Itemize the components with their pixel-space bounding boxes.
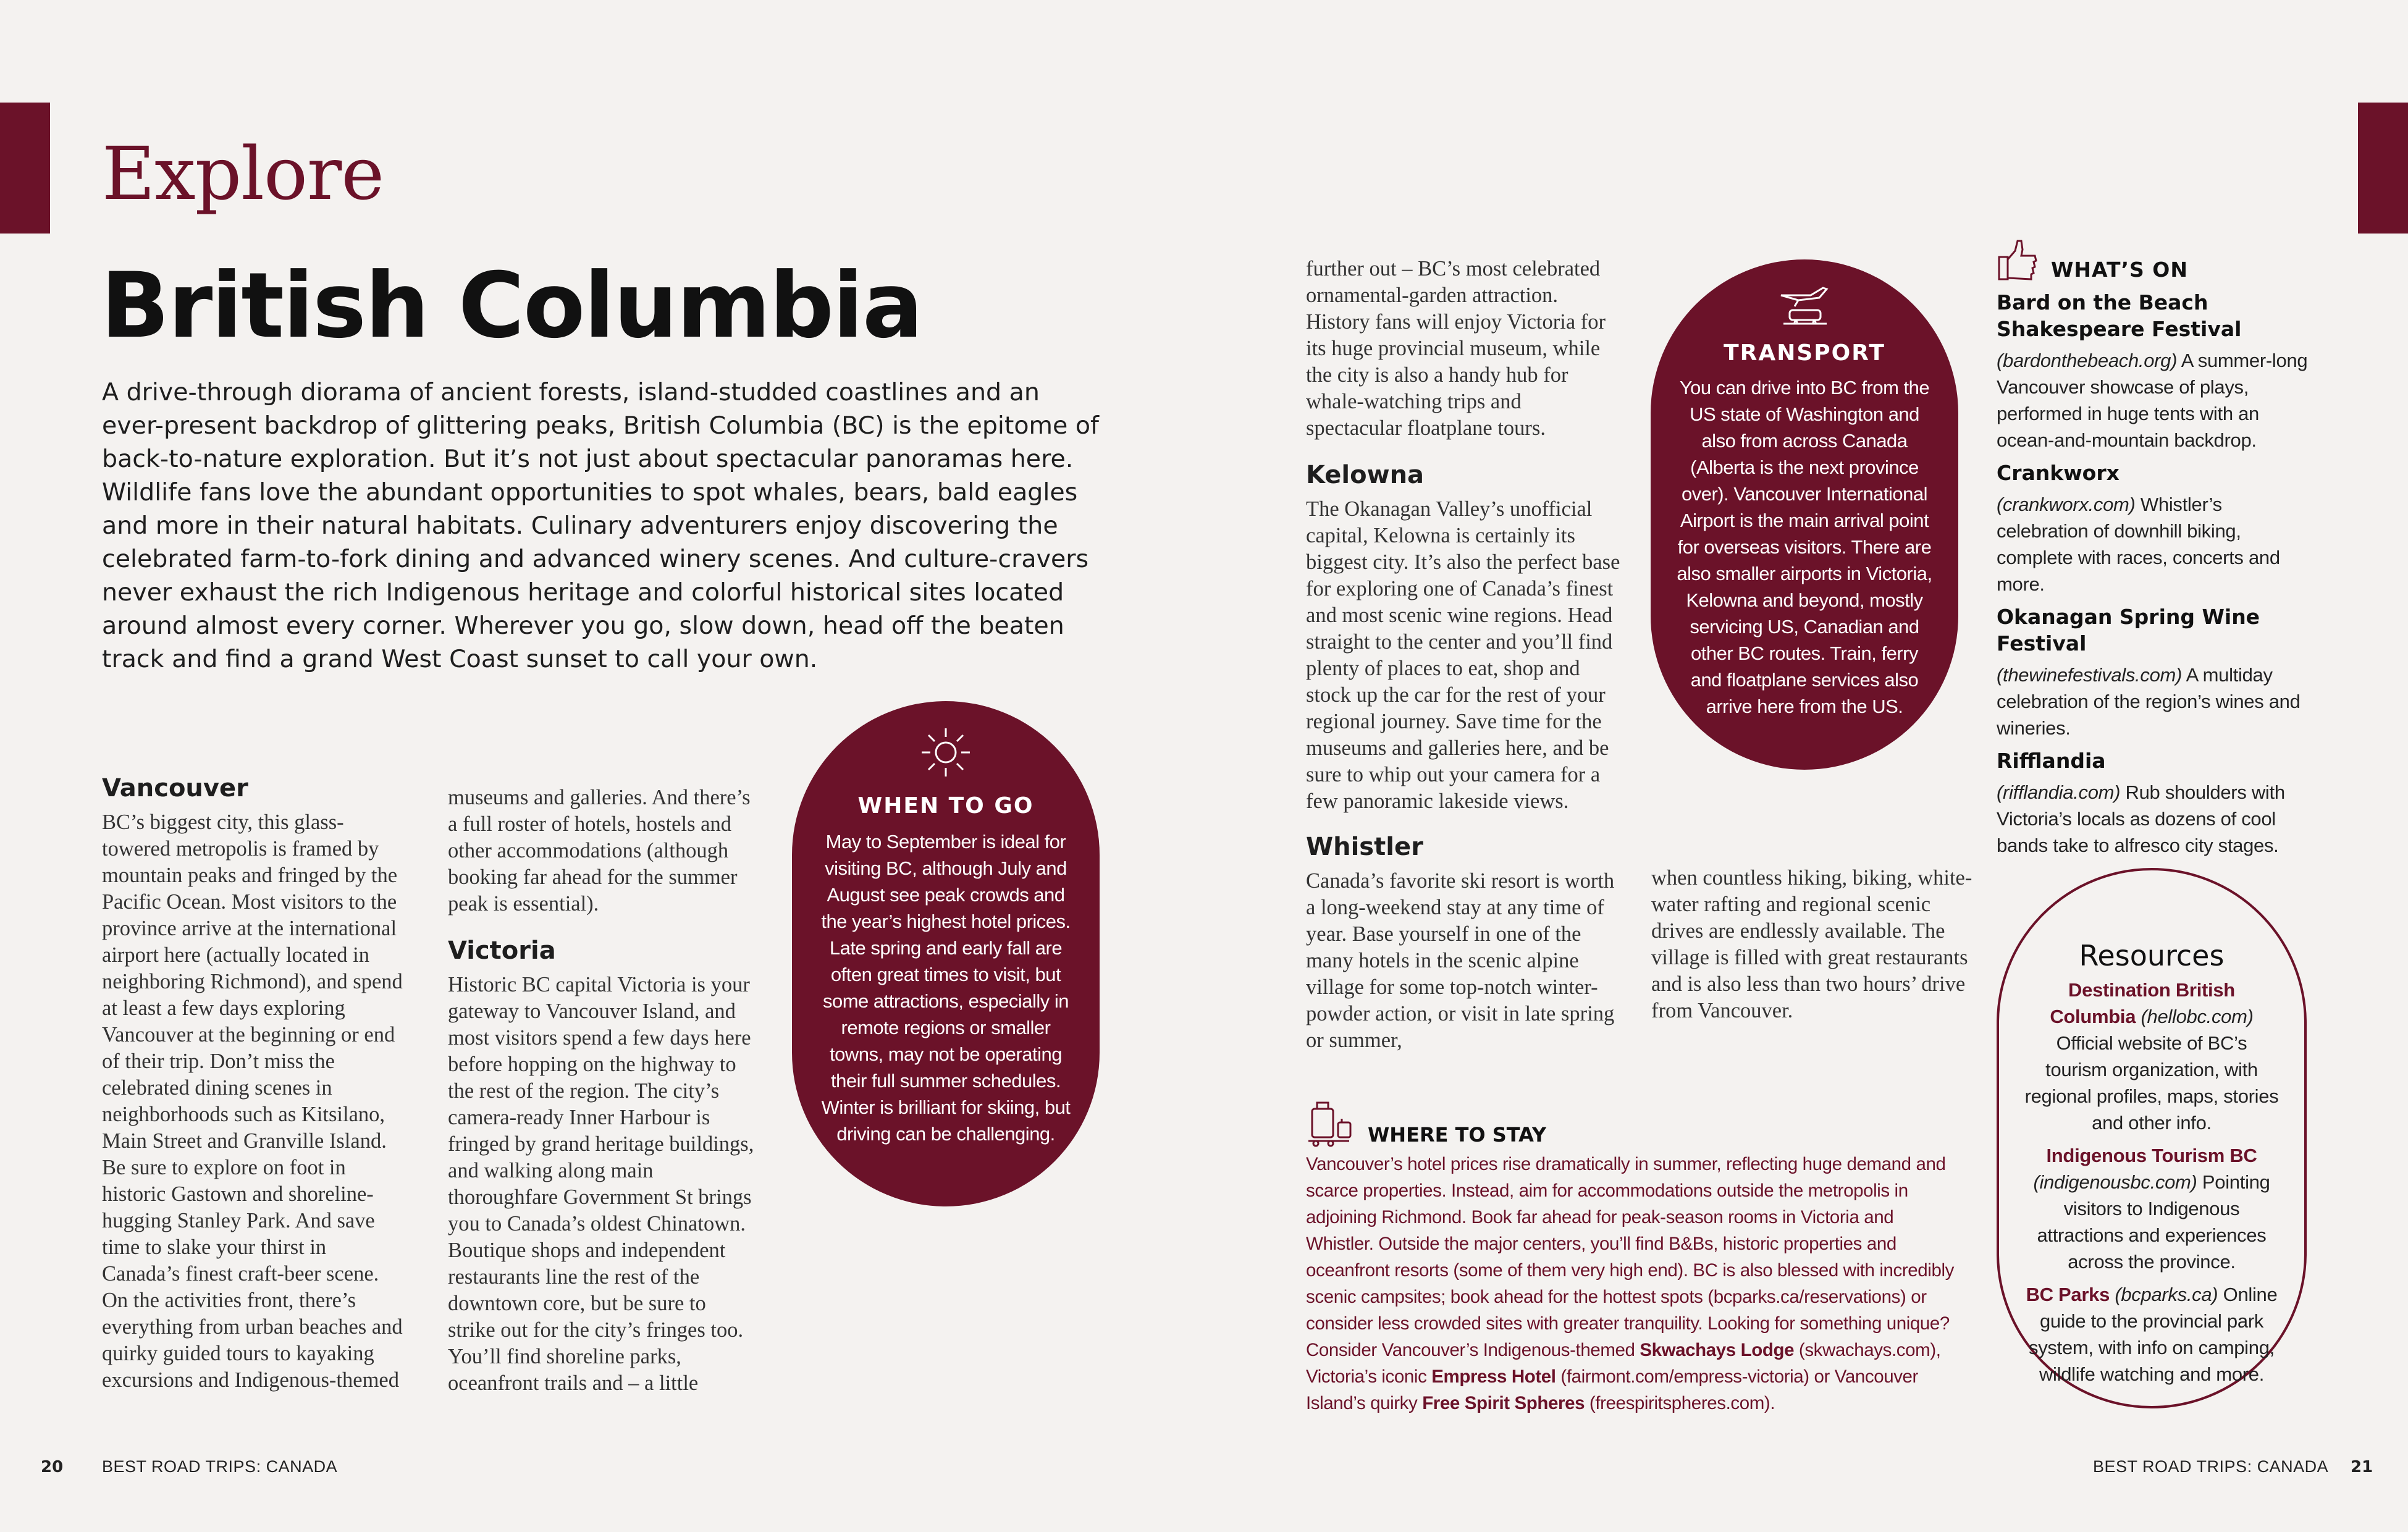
- whats-on-event-desc: Whistler’s celebration of downhill biking, complete with races, concerts and more.: [1997, 494, 2280, 595]
- where-to-stay-text: [1306, 1151, 1964, 1416]
- resource-item: [2024, 1142, 2280, 1275]
- transport-panel: [1651, 259, 1958, 770]
- whats-on-event-name: Rifflandia: [1997, 749, 2106, 773]
- skwachays-site: (skwachays.com),: [1798, 1340, 1941, 1360]
- vancouver-section: [102, 771, 405, 1394]
- victoria-text: Historic BC capital Victoria is your gateway to Vancouver Island, and most visitors spend a few days here before hopping on the highway to the rest of the region. The city’s camera-ready Inner Harbour is fringed by grand heritage buildings, and walking along main thoroughfare Government St brings you to Canada’s oldest Chinatown. Boutique shops and independent restaurants line the rest of the downtown core, but be sure to strike out for the city’s fringes too. You’ll find shoreline parks, oceanfront trails and – a little: [448, 973, 754, 1395]
- sun-icon: [918, 725, 974, 780]
- where-to-stay-mid: Victoria’s iconic: [1306, 1366, 1427, 1387]
- resource-item: [2024, 1281, 2280, 1387]
- resource-desc: Official website of BC’s tourism organization, with regional profiles, maps, stories and other info.: [2024, 1032, 2279, 1134]
- whats-on-event-desc: A summer-long Vancouver showcase of plays, performed in huge tents with an ocean-and-mountain backdrop.: [1997, 350, 2308, 451]
- transport-text: You can drive into BC from the US state of Washington and also from across Canada (Alberta is the next province over). Vancouver International Airport is the main arrival point for overseas visitors. There are also smaller airports in Victoria, Kelowna and beyond, mostly servicing US, Canadian and other BC routes. Train, ferry and floatplane services also arrive here from the US.: [1677, 377, 1932, 717]
- right-page-number: 21: [2351, 1458, 2373, 1476]
- vancouver-heading: Vancouver: [102, 774, 248, 802]
- vancouver-text: BC’s biggest city, this glass-towered metropolis is framed by mountain peaks and fringed by the Pacific Ocean. Most visitors to the province arrive at the international airport here (actually located in neighboring Richmond), and spend at least a few days exploring Vancouver at the beginning or end of their trip. Don’t miss the celebrated dining scenes in neighborhoods such as Kitsilano, Main Street and Granville Island. Be sure to explore on foot in historic Gastown and shoreline-hugging Stanley Park. And save time to slake your thirst in Canada’s finest craft-beer scene. On the activities front, there’s everything from urban beaches and quirky guided tours to kayaking excursions and Indigenous-themed: [102, 810, 403, 1392]
- whats-on-event-site: (crankworx.com): [1997, 494, 2136, 515]
- when-to-go-title: WHEN TO GO: [857, 793, 1034, 819]
- resource-desc: Online guide to the provincial park system, with info on camping, wildlife watching and more.: [2029, 1284, 2278, 1385]
- whats-on-section: [1997, 234, 2312, 859]
- column-two: [448, 785, 757, 1397]
- whats-on-event-site: (rifflandia.com): [1997, 781, 2121, 803]
- whats-on-event-desc: A multiday celebration of the region’s wines and wineries.: [1997, 664, 2301, 739]
- resource-name: Indigenous Tourism BC: [2046, 1145, 2257, 1166]
- whats-on-event-site: (bardonthebeach.org): [1997, 350, 2178, 371]
- kelowna-heading: Kelowna: [1306, 461, 1425, 489]
- page-title: British Columbia: [101, 253, 922, 358]
- vancouver-text-continued: museums and galleries. And there’s a full roster of hotels, hostels and other accommodations (although booking far ahead for the summer peak is essential).: [448, 786, 751, 915]
- where-to-stay-section: [1306, 1096, 1964, 1416]
- whats-on-event-site: (thewinefestivals.com): [1997, 664, 2183, 686]
- free-spirit-site: (freespiritspheres.com).: [1589, 1393, 1775, 1413]
- resources-title: Resources: [2079, 939, 2225, 972]
- resources-panel: [1997, 868, 2307, 1408]
- left-edge-tab: [0, 103, 50, 234]
- left-running-title: BEST ROAD TRIPS: CANADA: [102, 1457, 338, 1476]
- whistler-heading: Whistler: [1306, 833, 1423, 861]
- where-to-stay-header: [1306, 1096, 1964, 1147]
- when-to-go-text: May to September is ideal for visiting BC, although July and August see peak crowds and the year’s highest hotel prices. Late spring and early fall are often great times to visit, but some attractions, especially in remote regions or smaller towns, may not be operating their full summer schedules. Winter is brilliant for skiing, but driving can be challenging.: [821, 831, 1071, 1145]
- whats-on-event-name: Bard on the Beach Shakespeare Festival: [1997, 290, 2242, 341]
- transport-title: TRANSPORT: [1724, 340, 1885, 366]
- empress-site: (fairmont.com/empress-victoria) or Vancouver Island’s quirky: [1306, 1366, 1918, 1413]
- resources-list: [2024, 977, 2280, 1387]
- right-edge-tab: [2358, 103, 2408, 234]
- whistler-text: Canada’s favorite ski resort is worth a long-weekend stay at any time of year. Base yourself in one of the many hotels in the scenic alpine village for some top-notch winter-powder action, or visit in late spring or summer,: [1306, 869, 1615, 1052]
- resource-desc: Pointing visitors to Indigenous attractions and experiences across the province.: [2037, 1171, 2270, 1273]
- whats-on-event-name: Okanagan Spring Wine Festival: [1997, 605, 2260, 655]
- whats-on-list: [1997, 289, 2312, 859]
- whats-on-event-desc: Rub shoulders with Victoria’s locals as dozens of cool bands take to alfresco city stages.: [1997, 781, 2285, 856]
- skwachays-lodge: Skwachays Lodge: [1640, 1340, 1795, 1360]
- section-kicker: Explore: [102, 131, 384, 216]
- whats-on-event-text: [1997, 662, 2312, 741]
- resource-item: [2024, 977, 2280, 1136]
- victoria-text-continued: further out – BC’s most celebrated ornamental-garden attraction. History fans will enjoy Victoria for its huge provincial museum, while the city is also a handy hub for whale-watching trips and spectacular floatplane tours.: [1306, 257, 1606, 440]
- whats-on-event-text: [1997, 779, 2312, 859]
- where-to-stay-title: WHERE TO STAY: [1368, 1123, 1547, 1147]
- left-page-number: 20: [41, 1458, 64, 1476]
- whats-on-header: [1997, 234, 2312, 283]
- whats-on-event-text: [1997, 347, 2312, 453]
- where-to-stay-body: Vancouver’s hotel prices rise dramatically in summer, reflecting huge demand and scarce properties. Instead, aim for accommodations outside the metropolis in adjoining Richmond. Book far ahead for peak-season rooms in Victoria and Whistler. Outside the major centers, you’ll find B&Bs, historic properties and oceanfront resorts (some of them very high end). BC is also blessed with incredibly scenic campsites; book ahead for the hottest spots (bcparks.ca/reservations) or consider less crowded sites with greater tranquility. Looking for something unique? Consider Vancouver’s Indigenous-themed: [1306, 1154, 1954, 1360]
- when-to-go-panel: [792, 701, 1100, 1206]
- resource-site: (indigenousbc.com): [2033, 1171, 2197, 1193]
- whistler-text-continued: when countless hiking, biking, white-water rafting and regional scenic drives are endlessly available. The village is filled with great restaurants and is also less than two hours’ drive from Vancouver.: [1651, 866, 1972, 1022]
- intro-paragraph: A drive-through diorama of ancient forests, island-studded coastlines and an ever-present backdrop of glittering peaks, British Columbia (BC) is the epitome of back-to-nature exploration. But it’s not just about spectacular panoramas here. Wildlife fans love the abundant opportunities to spot whales, bears, bald eagles and more in their natural habitats. Culinary adventurers enjoy discovering the celebrated farm-to-fork dining and advanced winery scenes. And culture-cravers never exhaust the rich Indigenous heritage and colorful historical sites located around almost every corner. Wherever you go, slow down, head off the beaten track and find a grand West Coast sunset to call your own.: [102, 378, 1099, 673]
- whats-on-event-name: Crankworx: [1997, 461, 2120, 485]
- resource-name: Destination British Columbia: [2050, 979, 2235, 1027]
- whistler-continued: [1651, 865, 1972, 1024]
- whats-on-title: WHAT’S ON: [2051, 258, 2188, 282]
- luggage-cart-icon: [1306, 1096, 1355, 1147]
- whats-on-event-text: [1997, 491, 2312, 597]
- kelowna-text: The Okanagan Valley’s unofficial capital, Kelowna is certainly its biggest city. It’s also the perfect base for exploring one of Canada’s finest and most scenic wine regions. Head straight to the center and you’ll find plenty of places to eat, shop and stock up the car for the rest of your regional journey. Save time for the museums and galleries here, and be sure to whip out your camera for a few panoramic lakeside views.: [1306, 497, 1620, 813]
- resource-name: BC Parks: [2026, 1284, 2110, 1305]
- victoria-heading: Victoria: [448, 936, 556, 965]
- free-spirit-spheres: Free Spirit Spheres: [1422, 1393, 1585, 1413]
- right-running-title: BEST ROAD TRIPS: CANADA: [2093, 1457, 2329, 1476]
- plane-train-icon: [1774, 282, 1835, 329]
- resource-site: (hellobc.com): [2141, 1006, 2254, 1027]
- empress-hotel: Empress Hotel: [1431, 1366, 1556, 1387]
- thumbs-up-icon: [1997, 237, 2040, 283]
- column-three: [1306, 256, 1622, 1054]
- resource-site: (bcparks.ca): [2115, 1284, 2218, 1305]
